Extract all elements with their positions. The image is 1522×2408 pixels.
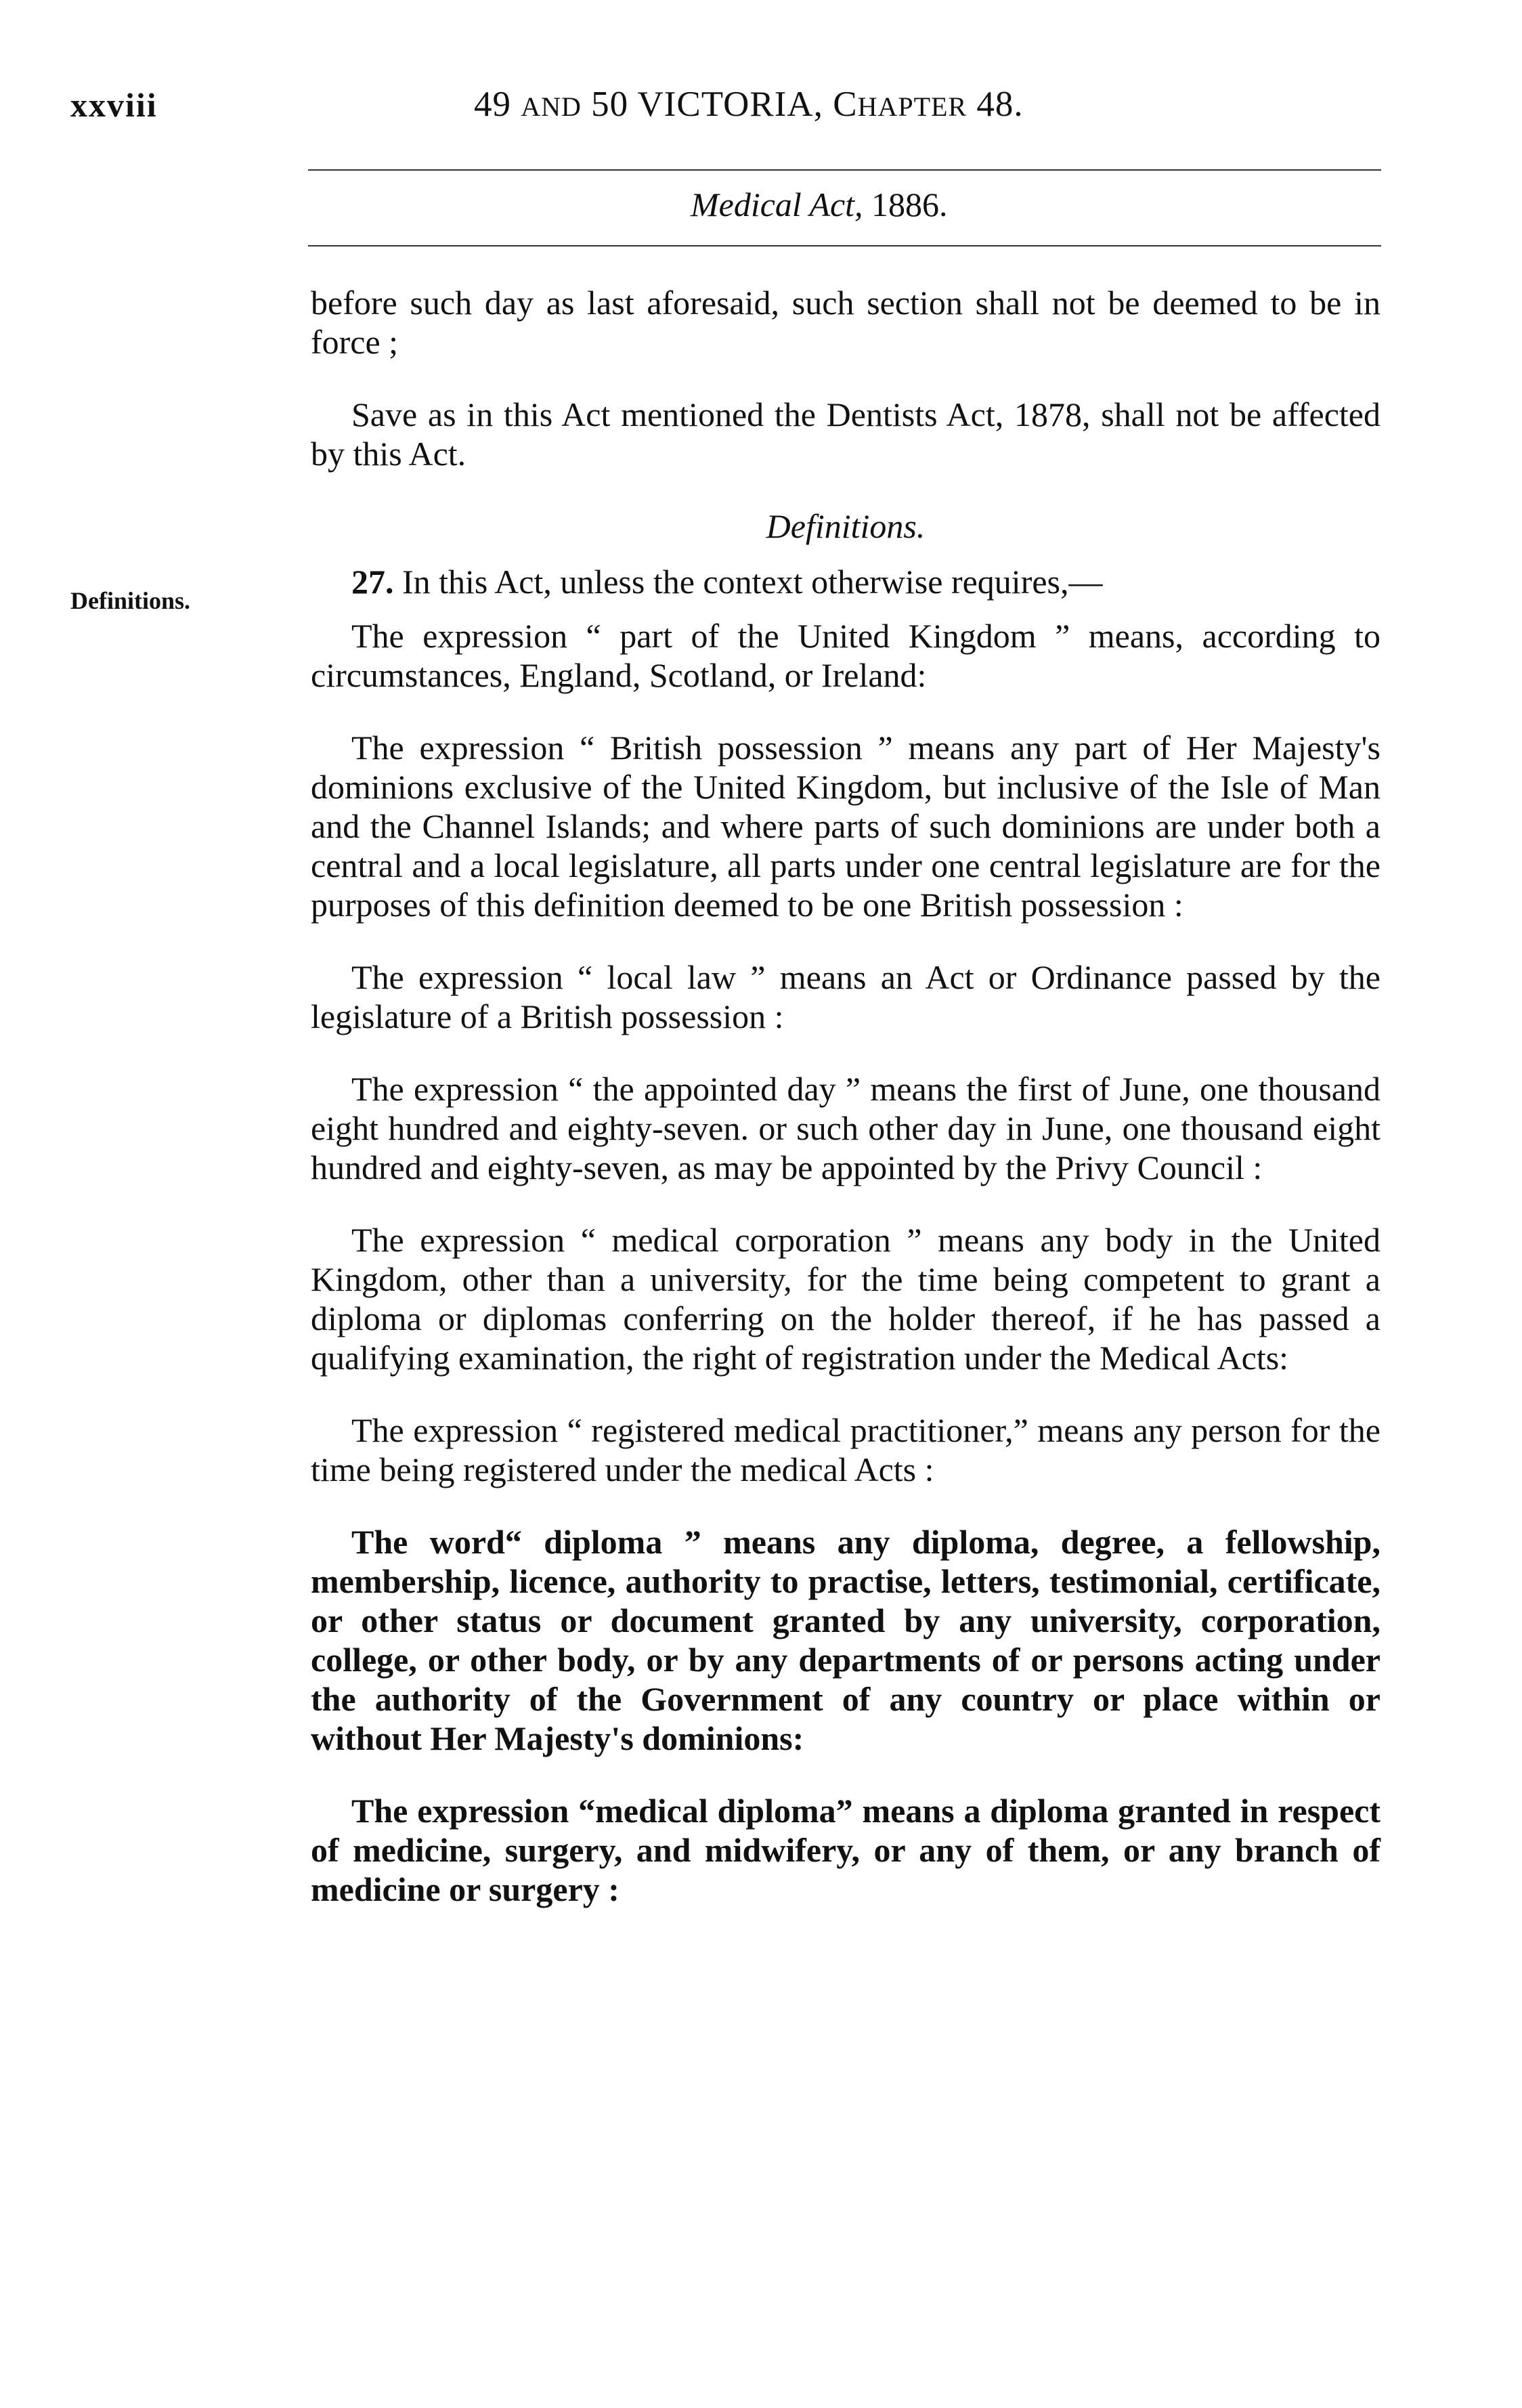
running-title-part: 48.: [967, 85, 1024, 124]
header-rule-top: [308, 169, 1381, 171]
running-title-part: 49: [474, 85, 521, 124]
definition-local-law: The expression “ local law ” means an Act or Ordinance passed by the legislature of a British possession :: [311, 958, 1380, 1035]
section-heading: Definitions.: [766, 507, 926, 545]
running-title: [474, 84, 1024, 125]
section-intro: In this Act, unless the context otherwise requires,—: [393, 563, 1103, 601]
act-subtitle-year: 1886.: [863, 186, 948, 223]
running-title-smallcaps: AND: [521, 91, 582, 122]
paragraph-continued: before such day as last aforesaid, such section shall not be deemed to be in force ;: [311, 284, 1380, 361]
running-title-part: 50 VICTORIA, C: [581, 85, 858, 124]
header-rule-bottom: [308, 245, 1381, 246]
definition-medical-corporation: The expression “ medical corporation ” means any body in the United Kingdom, other than a university, for the time being competent to grant a diploma or diplomas conferring on the holder thereof, if he has passed a qualifying examination, the right of registration under the Medical Acts:: [311, 1221, 1380, 1377]
margin-note-definitions: Definitions.: [70, 587, 191, 614]
act-subtitle-name: Medical Act,: [691, 186, 863, 223]
definition-medical-diploma: The expression “medical diploma” means a diploma granted in respect of medicine, surgery, and midwifery, or any of them, or any branch of medicine or surgery :: [311, 1792, 1380, 1908]
running-title-smallcaps: HAPTER: [857, 91, 967, 122]
body-text: [311, 283, 1380, 1942]
definition-part-of-uk: The expression “ part of the United Kingdom ” means, according to circumstances, England, Scotland, or Ireland:: [311, 617, 1380, 694]
definition-appointed-day: The expression “ the appointed day ” means the first of June, one thousand eight hundred and eighty-seven. or such other day in June, one thousand eight hundred and eighty-seven, as may be appointed by the Privy Council :: [311, 1070, 1380, 1186]
definition-registered-practitioner: The expression “ registered medical practitioner,” means any person for the time being registered under the medical Acts :: [311, 1411, 1380, 1488]
section-number: 27.: [351, 563, 394, 601]
paragraph-dentists-act: Save as in this Act mentioned the Dentists Act, 1878, shall not be affected by this Act.: [311, 395, 1380, 473]
act-subtitle: [691, 185, 948, 224]
definition-diploma: The word“ diploma ” means any diploma, degree, a fellowship, membership, licence, authority to practise, letters, testimonial, certificate, or other status or document granted by any university, corporation, college, or other body, or by any departments of or persons acting under the authority of the Government of any country or place within or without Her Majesty's dominions:: [311, 1523, 1380, 1757]
definition-british-possession: The expression “ British possession ” means any part of Her Majesty's dominions exclusive of the United Kingdom, but inclusive of the Isle of Man and the Channel Islands; and where parts of such dominions are under both a central and a local legislature, all parts under one central legislature are for the purposes of this definition deemed to be one British possession :: [311, 729, 1380, 924]
page-number: xxviii: [70, 86, 158, 124]
section-27: [311, 562, 1380, 601]
